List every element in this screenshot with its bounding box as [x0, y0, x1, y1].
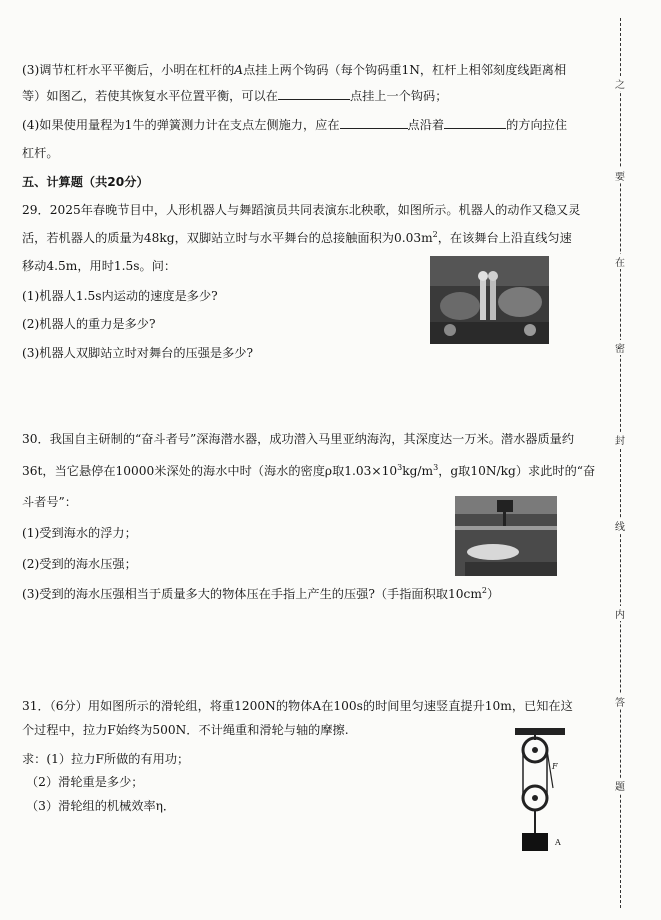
q30-line1: 30．我国自主研制的“奋斗者号”深海潜水器，成功潜入马里亚纳海沟，其深度达一万米。潜水器质量约 [22, 432, 575, 446]
submersible-image [455, 496, 557, 576]
q29-sub3: (3)机器人双脚站立时对舞台的压强是多少? [22, 346, 253, 360]
q31-line1: 31．（6分）用如图所示的滑轮组，将重1200N的物体A在100s的时间里匀速竖直提升10m，已知在这 [22, 699, 573, 713]
object-a-label: A [555, 838, 561, 847]
q29-line3: 移动4.5m，用时1.5s。问： [22, 259, 177, 273]
q29-line2: 活，若机器人的质量为48kg，双脚站立时与水平舞台的总接触面积为$0.03m^2$，在该舞台上沿直线匀速 [22, 229, 572, 245]
point-a-label: A [234, 63, 244, 77]
q31-ask: 求：(1）拉力F所做的有用功； [22, 752, 190, 766]
q28-part4-line2: 杠杆。 [22, 146, 59, 160]
section-title: 五、计算题（共20分） [22, 175, 149, 189]
margin-char: 答 [612, 694, 628, 709]
submersible-photo [455, 496, 557, 576]
q30-line3: 斗者号”： [22, 495, 77, 509]
margin-char: 之 [612, 76, 628, 91]
q30-sub2: (2)受到的海水压强； [22, 557, 137, 571]
margin-char: 封 [612, 432, 628, 447]
q31-sub3: （3）滑轮组的机械效率η． [26, 799, 176, 813]
answer-blank [444, 117, 506, 129]
q31-line2: 个过程中，拉力F始终为500N．不计绳重和滑轮与轴的摩擦. [22, 723, 349, 737]
margin-char: 内 [612, 606, 628, 621]
pulley-diagram [505, 728, 575, 856]
q30-sub3: (3)受到的海水压强相当于质量多大的物体压在手指上产生的压强?（手指面积取$10cm^2$） [22, 585, 500, 601]
binding-margin-line [620, 18, 621, 908]
q28-part4-line1: (4)如果使用量程为1牛的弹簧测力计在支点左侧施力，应在 点沿着 的方向拉住 [22, 118, 568, 132]
q31-sub2: （2）滑轮重是多少； [26, 775, 144, 789]
pulley-system-figure [505, 728, 575, 856]
q30-sub1: (1)受到海水的浮力； [22, 526, 137, 540]
margin-char: 密 [612, 340, 628, 355]
margin-char: 要 [612, 168, 628, 183]
answer-blank [278, 88, 350, 100]
q30-line2: 36t，当它悬停在10000米深处的海水中时（海水的密度ρ取$1.03\times 10^3kg/m^3$，g取10N/kg）求此时的“奋 [22, 462, 596, 478]
q29-sub2: (2)机器人的重力是多少? [22, 317, 156, 331]
q29-sub1: (1)机器人1.5s内运动的速度是多少? [22, 289, 218, 303]
answer-blank [340, 117, 408, 129]
force-f-label: F [552, 762, 558, 771]
q28-part3-line2: 等）如图乙，若使其恢复水平位置平衡，可以在 点挂上一个钩码； [22, 89, 448, 103]
robot-dance-image [430, 256, 549, 344]
robot-dance-photo [430, 256, 549, 344]
margin-char: 线 [612, 518, 628, 533]
q29-line1: 29．2025年春晚节目中，人形机器人与舞蹈演员共同表演东北秧歌，如图所示。机器人的动作又稳又灵 [22, 203, 581, 217]
margin-char: 在 [612, 254, 628, 269]
margin-char: 题 [612, 778, 628, 793]
q28-part3-line1: (3)调节杠杆水平平衡后，小明在杠杆的A点挂上两个钩码（每个钩码重1N，杠杆上相邻刻度线距离相 [22, 63, 567, 77]
